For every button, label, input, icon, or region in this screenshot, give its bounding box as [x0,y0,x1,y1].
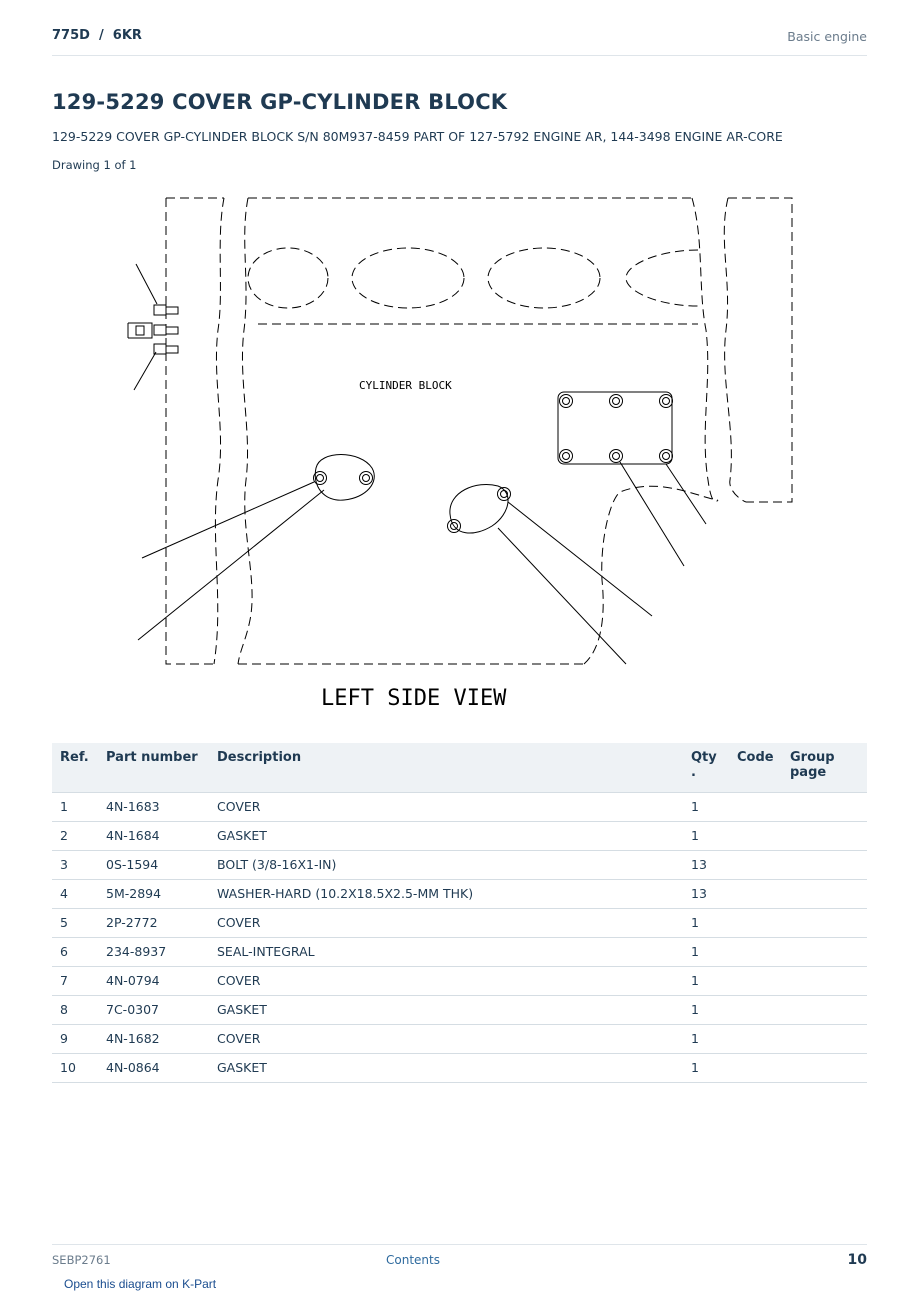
cell-description: COVER [209,1024,683,1053]
parts-diagram[interactable] [100,180,820,720]
view-label: LEFT SIDE VIEW [321,686,507,711]
cell-ref: 10 [52,1053,98,1082]
cell-qty: 1 [683,937,729,966]
cell-part-number[interactable]: 4N-1683 [98,792,209,821]
table-row [52,1053,867,1082]
table-row [52,792,867,821]
table-row [52,879,867,908]
page-subtitle: 129-5229 COVER GP-CYLINDER BLOCK S/N 80M937-8459 PART OF 127-5792 ENGINE AR, 144-3498 ENGINE AR-CORE [52,129,783,144]
cell-code [729,937,782,966]
cell-code [729,1053,782,1082]
cell-ref: 4 [52,879,98,908]
cell-qty: 13 [683,850,729,879]
cell-description: GASKET [209,995,683,1024]
cell-ref: 5 [52,908,98,937]
header-description: Description [209,743,683,792]
cell-description: WASHER-HARD (10.2X18.5X2.5-MM THK) [209,879,683,908]
cell-part-number[interactable]: 234-8937 [98,937,209,966]
table-row [52,966,867,995]
cell-qty: 1 [683,1053,729,1082]
drawing-count: Drawing 1 of 1 [52,158,137,172]
section-label: Basic engine [787,29,867,44]
cell-ref: 3 [52,850,98,879]
cell-ref: 2 [52,821,98,850]
document-id: SEBP2761 [52,1253,111,1267]
header-group-page: Group page [782,743,867,792]
cell-code [729,879,782,908]
cell-part-number[interactable]: 4N-0794 [98,966,209,995]
cell-part-number[interactable]: 4N-1682 [98,1024,209,1053]
diagram-drawing [100,180,820,720]
cell-ref: 8 [52,995,98,1024]
cell-group-page [782,937,867,966]
table-header-row [52,743,867,792]
page-header [52,28,867,56]
cell-code [729,1024,782,1053]
cell-description: COVER [209,792,683,821]
cell-description: SEAL-INTEGRAL [209,937,683,966]
cell-qty: 1 [683,995,729,1024]
parts-table-body [52,792,867,1082]
parts-table [52,743,867,1083]
cell-part-number[interactable]: 4N-1684 [98,821,209,850]
cell-group-page [782,1053,867,1082]
cell-qty: 1 [683,821,729,850]
cell-part-number[interactable]: 5M-2894 [98,879,209,908]
cell-ref: 6 [52,937,98,966]
header-code: Code [729,743,782,792]
table-row [52,908,867,937]
cell-code [729,850,782,879]
cell-description: BOLT (3/8-16X1-IN) [209,850,683,879]
cell-group-page [782,995,867,1024]
cell-group-page [782,850,867,879]
cell-group-page [782,966,867,995]
table-row [52,937,867,966]
cell-description: GASKET [209,1053,683,1082]
header-part-number: Part number [98,743,209,792]
footer-divider [52,1244,867,1245]
cell-group-page [782,1024,867,1053]
cell-group-page [782,792,867,821]
cell-group-page [782,879,867,908]
cell-qty: 1 [683,966,729,995]
open-in-kpart-link[interactable]: Open this diagram on K-Part [64,1277,217,1291]
header-ref: Ref. [52,743,98,792]
cell-code [729,792,782,821]
cell-qty: 1 [683,1024,729,1053]
contents-link[interactable]: Contents [386,1253,440,1267]
cell-code [729,908,782,937]
cell-part-number[interactable]: 7C-0307 [98,995,209,1024]
table-row [52,850,867,879]
page-number: 10 [847,1252,867,1268]
cell-qty: 1 [683,908,729,937]
cell-ref: 9 [52,1024,98,1053]
model-label: 775D / 6KR [52,28,142,43]
cell-qty: 13 [683,879,729,908]
cell-code [729,966,782,995]
cell-part-number[interactable]: 4N-0864 [98,1053,209,1082]
cell-code [729,995,782,1024]
cell-ref: 7 [52,966,98,995]
cell-code [729,821,782,850]
table-row [52,821,867,850]
cell-ref: 1 [52,792,98,821]
cell-description: COVER [209,966,683,995]
cell-description: COVER [209,908,683,937]
page-title: 129-5229 COVER GP-CYLINDER BLOCK [52,90,508,114]
cell-group-page [782,908,867,937]
table-row [52,995,867,1024]
cell-part-number[interactable]: 0S-1594 [98,850,209,879]
cell-part-number[interactable]: 2P-2772 [98,908,209,937]
table-row [52,1024,867,1053]
cylinder-block-label: CYLINDER BLOCK [359,379,452,392]
cell-group-page [782,821,867,850]
header-qty: Qty . [683,743,729,792]
cell-qty: 1 [683,792,729,821]
cell-description: GASKET [209,821,683,850]
